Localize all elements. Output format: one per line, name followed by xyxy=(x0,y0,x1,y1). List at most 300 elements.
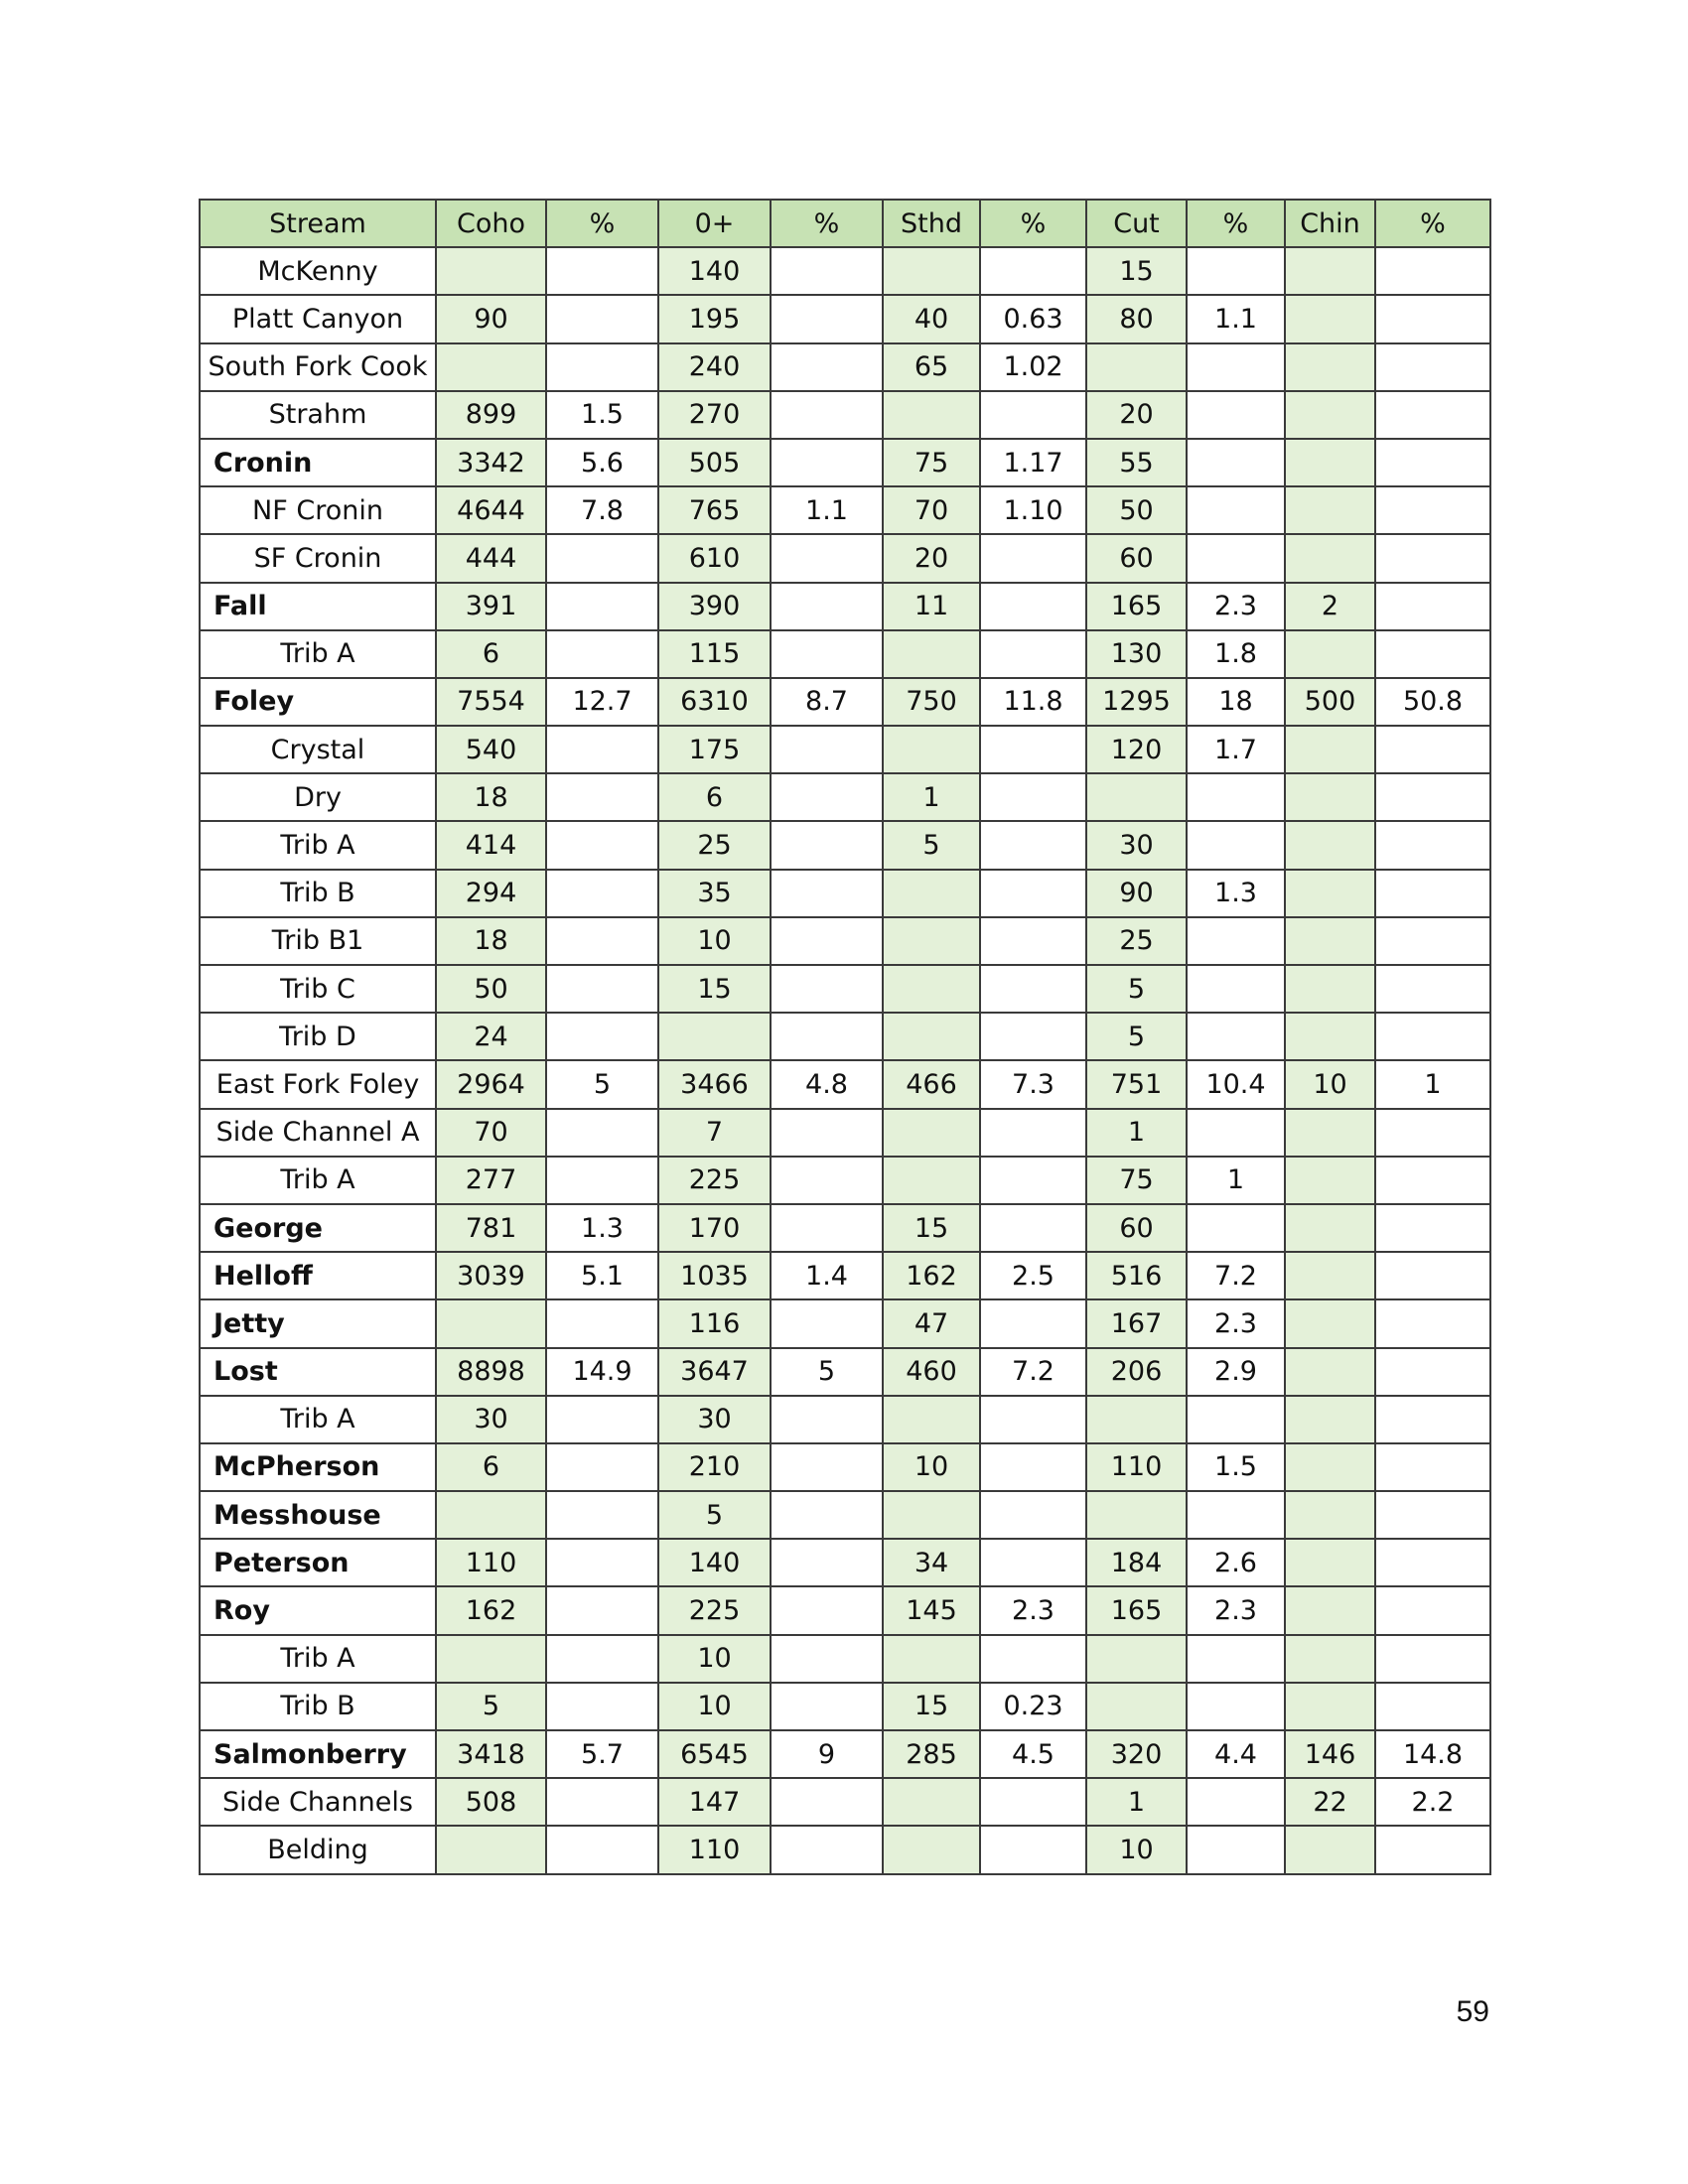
cell-age-0: 110 xyxy=(658,1826,771,1873)
cell-coho-percent xyxy=(546,583,658,630)
cell-steelhead-percent xyxy=(980,917,1086,965)
cell-coho: 7554 xyxy=(436,678,546,726)
cell-cutthroat-percent: 1 xyxy=(1187,1157,1285,1204)
cell-cutthroat-percent: 2.3 xyxy=(1187,1586,1285,1634)
cell-steelhead-percent xyxy=(980,1826,1086,1873)
cell-coho: 110 xyxy=(436,1539,546,1586)
stream-name: Trib A xyxy=(200,630,436,678)
table-row xyxy=(200,534,1490,582)
cell-chinook xyxy=(1285,534,1375,582)
cell-steelhead: 460 xyxy=(883,1348,980,1396)
cell-coho: 4644 xyxy=(436,486,546,534)
cell-steelhead xyxy=(883,630,980,678)
cell-chinook xyxy=(1285,391,1375,439)
cell-coho: 6 xyxy=(436,1443,546,1491)
cell-chinook xyxy=(1285,439,1375,486)
cell-steelhead-percent: 1.17 xyxy=(980,439,1086,486)
cell-steelhead xyxy=(883,1109,980,1157)
cell-chinook xyxy=(1285,1826,1375,1873)
cell-chinook xyxy=(1285,1013,1375,1060)
cell-age-0-percent xyxy=(771,821,883,869)
cell-chinook-percent: 50.8 xyxy=(1375,678,1490,726)
cell-chinook-percent xyxy=(1375,630,1490,678)
cell-cutthroat-percent xyxy=(1187,821,1285,869)
cell-coho: 8898 xyxy=(436,1348,546,1396)
cell-age-0: 1035 xyxy=(658,1252,771,1299)
cell-cutthroat-percent: 1.5 xyxy=(1187,1443,1285,1491)
cell-cutthroat: 55 xyxy=(1086,439,1187,486)
header-steelhead: Sthd xyxy=(883,200,980,247)
cell-age-0-percent xyxy=(771,1586,883,1634)
cell-age-0-percent xyxy=(771,870,883,917)
stream-name: Trib D xyxy=(200,1013,436,1060)
table-row xyxy=(200,1826,1490,1873)
cell-steelhead: 285 xyxy=(883,1730,980,1778)
table-row xyxy=(200,583,1490,630)
cell-cutthroat: 25 xyxy=(1086,917,1187,965)
cell-coho: 90 xyxy=(436,295,546,342)
cell-chinook xyxy=(1285,1491,1375,1539)
cell-chinook: 146 xyxy=(1285,1730,1375,1778)
cell-age-0-percent xyxy=(771,1539,883,1586)
cell-coho: 391 xyxy=(436,583,546,630)
table-row xyxy=(200,1157,1490,1204)
cell-age-0: 3466 xyxy=(658,1060,771,1108)
cell-coho: 2964 xyxy=(436,1060,546,1108)
cell-coho: 540 xyxy=(436,726,546,773)
cell-chinook: 500 xyxy=(1285,678,1375,726)
cell-coho-percent xyxy=(546,1778,658,1826)
stream-name: Trib C xyxy=(200,965,436,1013)
cell-chinook xyxy=(1285,1348,1375,1396)
stream-name: Trib A xyxy=(200,1396,436,1443)
cell-chinook xyxy=(1285,870,1375,917)
cell-coho-percent xyxy=(546,1491,658,1539)
cell-coho-percent xyxy=(546,247,658,295)
cell-age-0-percent xyxy=(771,1013,883,1060)
cell-steelhead xyxy=(883,917,980,965)
cell-chinook xyxy=(1285,1299,1375,1347)
cell-age-0: 25 xyxy=(658,821,771,869)
cell-chinook xyxy=(1285,1443,1375,1491)
cell-chinook xyxy=(1285,917,1375,965)
cell-steelhead: 466 xyxy=(883,1060,980,1108)
stream-name: NF Cronin xyxy=(200,486,436,534)
cell-coho-percent xyxy=(546,726,658,773)
cell-age-0-percent xyxy=(771,917,883,965)
cell-cutthroat-percent xyxy=(1187,773,1285,821)
header-coho-percent: % xyxy=(546,200,658,247)
stream-name: Belding xyxy=(200,1826,436,1873)
cell-cutthroat: 130 xyxy=(1086,630,1187,678)
cell-age-0: 30 xyxy=(658,1396,771,1443)
cell-age-0-percent: 4.8 xyxy=(771,1060,883,1108)
cell-steelhead-percent xyxy=(980,965,1086,1013)
cell-cutthroat-percent xyxy=(1187,486,1285,534)
table-row xyxy=(200,726,1490,773)
cell-steelhead-percent xyxy=(980,1539,1086,1586)
cell-age-0: 35 xyxy=(658,870,771,917)
cell-cutthroat-percent xyxy=(1187,391,1285,439)
table-row xyxy=(200,1109,1490,1157)
cell-age-0: 3647 xyxy=(658,1348,771,1396)
cell-age-0: 210 xyxy=(658,1443,771,1491)
table-row xyxy=(200,1539,1490,1586)
cell-chinook-percent xyxy=(1375,1491,1490,1539)
cell-age-0-percent xyxy=(771,1826,883,1873)
cell-coho xyxy=(436,1491,546,1539)
cell-chinook xyxy=(1285,821,1375,869)
cell-chinook-percent xyxy=(1375,965,1490,1013)
cell-steelhead-percent xyxy=(980,1443,1086,1491)
cell-steelhead-percent xyxy=(980,391,1086,439)
table-row xyxy=(200,870,1490,917)
table-row xyxy=(200,1586,1490,1634)
cell-age-0-percent xyxy=(771,1299,883,1347)
cell-chinook: 22 xyxy=(1285,1778,1375,1826)
cell-chinook-percent xyxy=(1375,917,1490,965)
cell-age-0: 240 xyxy=(658,343,771,391)
stream-name: Crystal xyxy=(200,726,436,773)
stream-name: Trib B1 xyxy=(200,917,436,965)
cell-coho-percent xyxy=(546,917,658,965)
cell-age-0: 175 xyxy=(658,726,771,773)
cell-cutthroat-percent: 1.8 xyxy=(1187,630,1285,678)
cell-coho: 294 xyxy=(436,870,546,917)
stream-name: Side Channel A xyxy=(200,1109,436,1157)
stream-name: Trib B xyxy=(200,870,436,917)
cell-age-0-percent xyxy=(771,343,883,391)
cell-chinook-percent xyxy=(1375,1683,1490,1730)
cell-age-0: 765 xyxy=(658,486,771,534)
cell-coho-percent: 1.5 xyxy=(546,391,658,439)
cell-steelhead-percent: 11.8 xyxy=(980,678,1086,726)
table-row xyxy=(200,1443,1490,1491)
cell-coho-percent xyxy=(546,630,658,678)
cell-coho: 70 xyxy=(436,1109,546,1157)
cell-coho: 899 xyxy=(436,391,546,439)
cell-chinook-percent xyxy=(1375,1635,1490,1683)
cell-steelhead-percent: 1.02 xyxy=(980,343,1086,391)
header-chinook: Chin xyxy=(1285,200,1375,247)
cell-cutthroat-percent xyxy=(1187,917,1285,965)
cell-age-0-percent xyxy=(771,1491,883,1539)
cell-chinook-percent xyxy=(1375,870,1490,917)
cell-coho-percent: 1.3 xyxy=(546,1204,658,1252)
cell-cutthroat: 751 xyxy=(1086,1060,1187,1108)
cell-cutthroat-percent: 2.6 xyxy=(1187,1539,1285,1586)
table-row xyxy=(200,821,1490,869)
cell-cutthroat: 320 xyxy=(1086,1730,1187,1778)
cell-coho-percent: 5.7 xyxy=(546,1730,658,1778)
cell-cutthroat-percent: 1.7 xyxy=(1187,726,1285,773)
cell-steelhead-percent: 2.5 xyxy=(980,1252,1086,1299)
table-row xyxy=(200,965,1490,1013)
cell-cutthroat xyxy=(1086,1683,1187,1730)
cell-coho: 414 xyxy=(436,821,546,869)
cell-coho: 508 xyxy=(436,1778,546,1826)
cell-chinook-percent xyxy=(1375,821,1490,869)
cell-cutthroat-percent xyxy=(1187,343,1285,391)
cell-steelhead: 1 xyxy=(883,773,980,821)
table-row xyxy=(200,1491,1490,1539)
cell-age-0-percent xyxy=(771,1443,883,1491)
table-row xyxy=(200,1635,1490,1683)
cell-chinook-percent xyxy=(1375,439,1490,486)
cell-steelhead-percent: 4.5 xyxy=(980,1730,1086,1778)
cell-age-0-percent xyxy=(771,1683,883,1730)
stream-name: Roy xyxy=(200,1586,436,1634)
cell-cutthroat: 20 xyxy=(1086,391,1187,439)
cell-age-0-percent xyxy=(771,965,883,1013)
cell-chinook xyxy=(1285,1252,1375,1299)
header-row xyxy=(200,200,1490,247)
cell-coho-percent xyxy=(546,1539,658,1586)
cell-chinook xyxy=(1285,1109,1375,1157)
header-cutthroat: Cut xyxy=(1086,200,1187,247)
cell-cutthroat: 60 xyxy=(1086,1204,1187,1252)
cell-chinook-percent xyxy=(1375,247,1490,295)
cell-cutthroat: 1 xyxy=(1086,1109,1187,1157)
stream-name: South Fork Cook xyxy=(200,343,436,391)
cell-coho-percent: 5 xyxy=(546,1060,658,1108)
cell-steelhead-percent xyxy=(980,534,1086,582)
cell-age-0-percent xyxy=(771,726,883,773)
cell-cutthroat-percent xyxy=(1187,1635,1285,1683)
cell-age-0-percent: 1.1 xyxy=(771,486,883,534)
cell-coho-percent: 5.6 xyxy=(546,439,658,486)
stream-name: Platt Canyon xyxy=(200,295,436,342)
cell-age-0-percent xyxy=(771,583,883,630)
stream-name: Trib A xyxy=(200,821,436,869)
stream-name: Messhouse xyxy=(200,1491,436,1539)
cell-chinook xyxy=(1285,726,1375,773)
cell-steelhead xyxy=(883,726,980,773)
cell-cutthroat: 110 xyxy=(1086,1443,1187,1491)
stream-name: Foley xyxy=(200,678,436,726)
cell-coho xyxy=(436,1635,546,1683)
cell-chinook xyxy=(1285,773,1375,821)
cell-chinook-percent xyxy=(1375,1396,1490,1443)
cell-chinook-percent xyxy=(1375,1109,1490,1157)
cell-age-0-percent: 1.4 xyxy=(771,1252,883,1299)
cell-coho: 5 xyxy=(436,1683,546,1730)
cell-cutthroat: 75 xyxy=(1086,1157,1187,1204)
table-row xyxy=(200,917,1490,965)
cell-steelhead: 34 xyxy=(883,1539,980,1586)
table-row xyxy=(200,1204,1490,1252)
fish-count-table xyxy=(199,199,1491,1875)
cell-steelhead: 15 xyxy=(883,1204,980,1252)
cell-coho: 50 xyxy=(436,965,546,1013)
header-age-0: 0+ xyxy=(658,200,771,247)
cell-steelhead: 65 xyxy=(883,343,980,391)
cell-age-0: 115 xyxy=(658,630,771,678)
cell-steelhead-percent xyxy=(980,1157,1086,1204)
cell-steelhead: 5 xyxy=(883,821,980,869)
cell-coho: 277 xyxy=(436,1157,546,1204)
stream-name: McKenny xyxy=(200,247,436,295)
cell-coho-percent xyxy=(546,295,658,342)
cell-cutthroat-percent xyxy=(1187,534,1285,582)
cell-age-0 xyxy=(658,1013,771,1060)
cell-coho-percent xyxy=(546,1013,658,1060)
cell-age-0: 140 xyxy=(658,1539,771,1586)
cell-coho: 30 xyxy=(436,1396,546,1443)
cell-cutthroat-percent: 10.4 xyxy=(1187,1060,1285,1108)
cell-coho-percent xyxy=(546,1157,658,1204)
table-row xyxy=(200,1299,1490,1347)
cell-cutthroat: 50 xyxy=(1086,486,1187,534)
cell-steelhead-percent: 7.3 xyxy=(980,1060,1086,1108)
table-row xyxy=(200,1348,1490,1396)
table-row xyxy=(200,391,1490,439)
table-row xyxy=(200,247,1490,295)
cell-age-0: 140 xyxy=(658,247,771,295)
cell-age-0-percent: 5 xyxy=(771,1348,883,1396)
cell-steelhead-percent xyxy=(980,773,1086,821)
table-row xyxy=(200,1683,1490,1730)
cell-age-0-percent xyxy=(771,534,883,582)
table-row xyxy=(200,1778,1490,1826)
cell-chinook-percent xyxy=(1375,1443,1490,1491)
cell-steelhead xyxy=(883,1635,980,1683)
cell-age-0-percent xyxy=(771,1396,883,1443)
cell-coho xyxy=(436,343,546,391)
stream-name: Strahm xyxy=(200,391,436,439)
cell-cutthroat: 184 xyxy=(1086,1539,1187,1586)
cell-steelhead-percent xyxy=(980,1109,1086,1157)
cell-steelhead: 15 xyxy=(883,1683,980,1730)
cell-coho-percent xyxy=(546,1396,658,1443)
cell-steelhead-percent xyxy=(980,821,1086,869)
cell-age-0: 116 xyxy=(658,1299,771,1347)
cell-chinook-percent xyxy=(1375,1826,1490,1873)
cell-chinook xyxy=(1285,965,1375,1013)
cell-cutthroat-percent: 18 xyxy=(1187,678,1285,726)
cell-steelhead xyxy=(883,1826,980,1873)
cell-cutthroat-percent xyxy=(1187,1013,1285,1060)
cell-age-0: 10 xyxy=(658,1635,771,1683)
cell-chinook-percent xyxy=(1375,583,1490,630)
stream-name: East Fork Foley xyxy=(200,1060,436,1108)
cell-coho: 781 xyxy=(436,1204,546,1252)
cell-age-0: 15 xyxy=(658,965,771,1013)
cell-cutthroat-percent xyxy=(1187,1778,1285,1826)
cell-cutthroat-percent xyxy=(1187,1109,1285,1157)
cell-steelhead: 11 xyxy=(883,583,980,630)
cell-cutthroat-percent xyxy=(1187,439,1285,486)
table-row xyxy=(200,1013,1490,1060)
cell-steelhead: 40 xyxy=(883,295,980,342)
cell-chinook xyxy=(1285,1157,1375,1204)
stream-name: Trib B xyxy=(200,1683,436,1730)
cell-cutthroat-percent xyxy=(1187,247,1285,295)
cell-cutthroat: 30 xyxy=(1086,821,1187,869)
cell-chinook-percent xyxy=(1375,343,1490,391)
cell-cutthroat: 206 xyxy=(1086,1348,1187,1396)
cell-steelhead-percent xyxy=(980,583,1086,630)
cell-cutthroat-percent: 4.4 xyxy=(1187,1730,1285,1778)
cell-chinook-percent: 2.2 xyxy=(1375,1778,1490,1826)
cell-age-0-percent: 9 xyxy=(771,1730,883,1778)
stream-name: Fall xyxy=(200,583,436,630)
cell-coho: 18 xyxy=(436,917,546,965)
cell-steelhead-percent xyxy=(980,726,1086,773)
header-chinook-percent: % xyxy=(1375,200,1490,247)
cell-chinook xyxy=(1285,247,1375,295)
cell-cutthroat: 167 xyxy=(1086,1299,1187,1347)
cell-chinook-percent: 1 xyxy=(1375,1060,1490,1108)
cell-coho-percent xyxy=(546,1683,658,1730)
cell-coho-percent: 14.9 xyxy=(546,1348,658,1396)
cell-chinook: 10 xyxy=(1285,1060,1375,1108)
stream-name: George xyxy=(200,1204,436,1252)
cell-steelhead: 47 xyxy=(883,1299,980,1347)
stream-name: SF Cronin xyxy=(200,534,436,582)
cell-chinook-percent xyxy=(1375,486,1490,534)
cell-chinook xyxy=(1285,1539,1375,1586)
cell-coho-percent xyxy=(546,1586,658,1634)
cell-steelhead xyxy=(883,1013,980,1060)
cell-coho-percent xyxy=(546,1109,658,1157)
cell-steelhead: 75 xyxy=(883,439,980,486)
table-row xyxy=(200,773,1490,821)
cell-coho: 162 xyxy=(436,1586,546,1634)
cell-coho: 3418 xyxy=(436,1730,546,1778)
stream-name: Peterson xyxy=(200,1539,436,1586)
header-steelhead-percent: % xyxy=(980,200,1086,247)
cell-chinook xyxy=(1285,1204,1375,1252)
cell-cutthroat-percent xyxy=(1187,1491,1285,1539)
cell-steelhead-percent xyxy=(980,1491,1086,1539)
cell-steelhead xyxy=(883,1157,980,1204)
cell-age-0: 6 xyxy=(658,773,771,821)
cell-age-0-percent xyxy=(771,1635,883,1683)
cell-coho: 444 xyxy=(436,534,546,582)
cell-cutthroat-percent xyxy=(1187,1683,1285,1730)
cell-cutthroat: 15 xyxy=(1086,247,1187,295)
table-body xyxy=(200,247,1490,1873)
cell-age-0-percent xyxy=(771,630,883,678)
cell-coho-percent xyxy=(546,773,658,821)
stream-name: Jetty xyxy=(200,1299,436,1347)
cell-chinook-percent xyxy=(1375,1204,1490,1252)
cell-coho: 24 xyxy=(436,1013,546,1060)
header-cutthroat-percent: % xyxy=(1187,200,1285,247)
stream-name: Salmonberry xyxy=(200,1730,436,1778)
stream-name: Lost xyxy=(200,1348,436,1396)
cell-cutthroat-percent xyxy=(1187,1826,1285,1873)
cell-cutthroat xyxy=(1086,1635,1187,1683)
stream-name: Dry xyxy=(200,773,436,821)
table-row xyxy=(200,630,1490,678)
cell-steelhead xyxy=(883,247,980,295)
cell-cutthroat-percent: 2.3 xyxy=(1187,583,1285,630)
cell-age-0-percent xyxy=(771,1204,883,1252)
cell-steelhead xyxy=(883,1491,980,1539)
cell-chinook xyxy=(1285,1586,1375,1634)
cell-coho xyxy=(436,1299,546,1347)
cell-cutthroat: 10 xyxy=(1086,1826,1187,1873)
cell-steelhead: 750 xyxy=(883,678,980,726)
cell-chinook-percent xyxy=(1375,1013,1490,1060)
cell-steelhead-percent xyxy=(980,1396,1086,1443)
stream-name: Side Channels xyxy=(200,1778,436,1826)
cell-steelhead: 70 xyxy=(883,486,980,534)
cell-cutthroat-percent xyxy=(1187,1396,1285,1443)
cell-age-0: 610 xyxy=(658,534,771,582)
